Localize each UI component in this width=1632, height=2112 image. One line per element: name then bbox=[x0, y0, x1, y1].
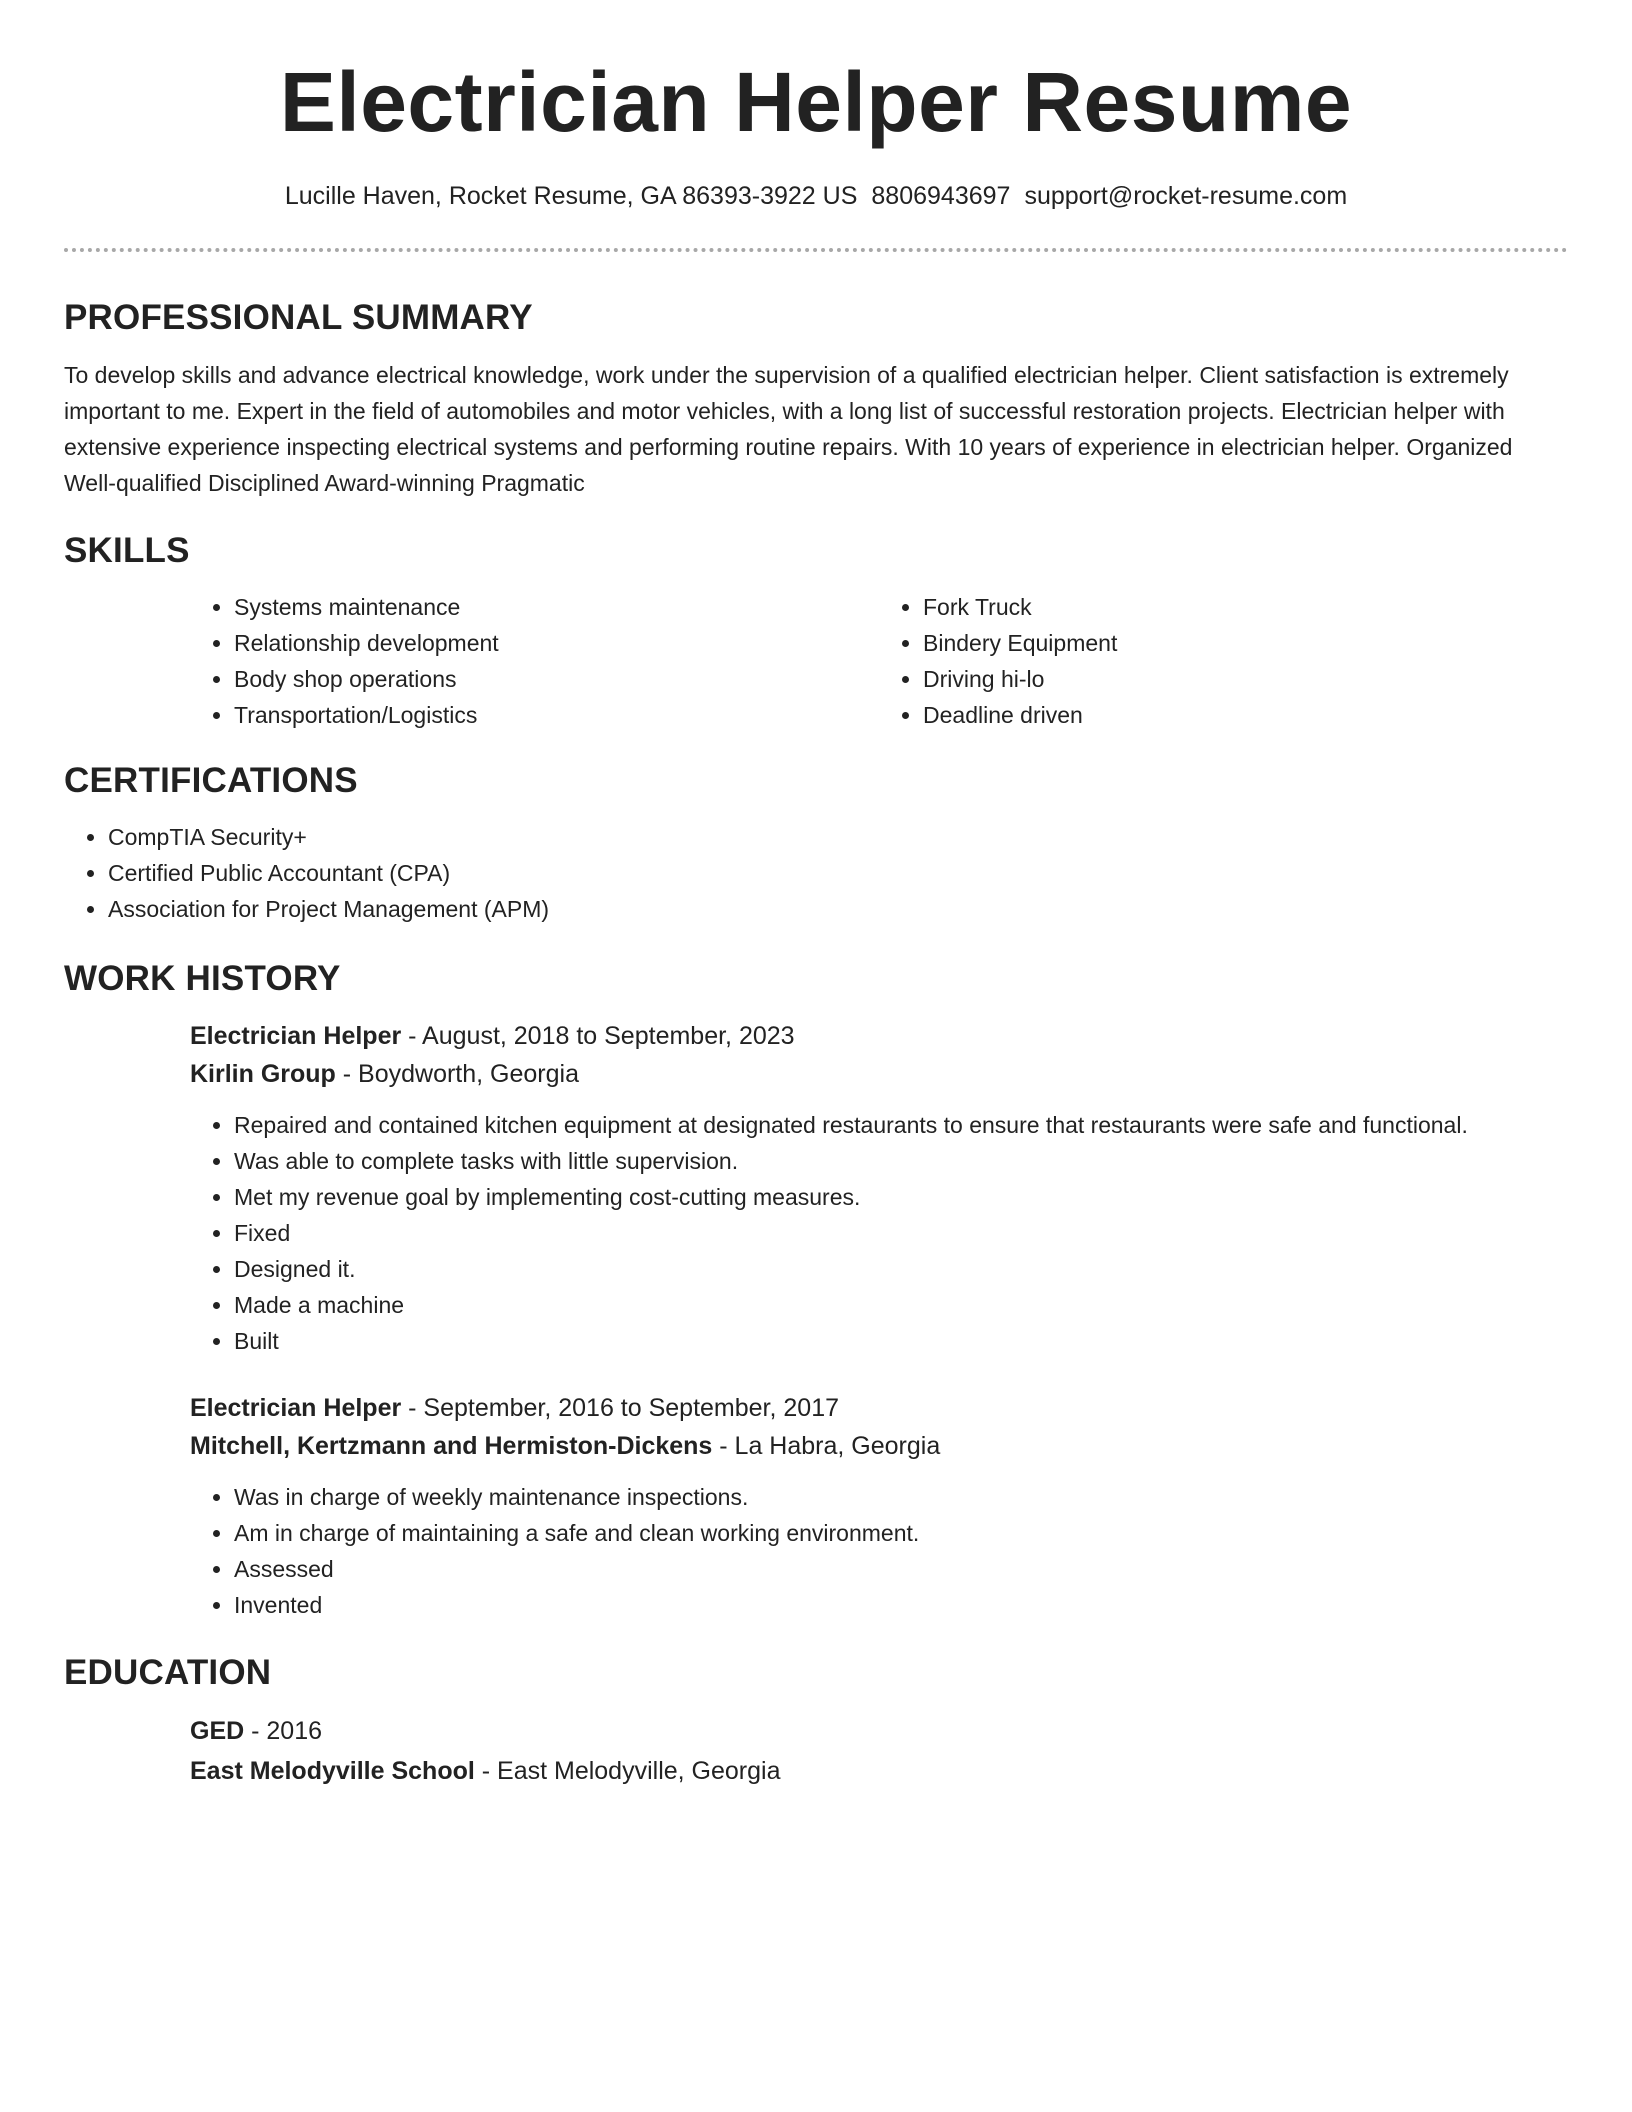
certification-item: • CompTIA Security+ bbox=[108, 819, 1568, 855]
job-duty-item: • Built bbox=[234, 1323, 1568, 1359]
certification-item: • Association for Project Management (APM) bbox=[108, 891, 1568, 927]
job-company: Mitchell, Kertzmann and Hermiston-Dickens bbox=[190, 1432, 713, 1460]
job-duty-item: • Made a machine bbox=[234, 1287, 1568, 1323]
summary-text: To develop skills and advance electrical knowledge, work under the supervision of a qualified electrician helper. Client satisfaction is extremely important to me. Expert in the field of automobiles and motor vehicles, with a long list of successful restoration projects. Electrician helper with extensive experience inspecting electrical systems and performing routine repairs. With 10 years of experience in electrician helper. Organized Well-qualified Disciplined Award-winning Pragmatic bbox=[64, 362, 1513, 496]
job-dates: - September, 2016 to September, 2017 bbox=[401, 1394, 840, 1422]
certifications-list bbox=[64, 819, 1568, 927]
job-duty-item: • Assessed bbox=[234, 1551, 1568, 1587]
job-location: - La Habra, Georgia bbox=[712, 1432, 941, 1460]
skill-item: • Fork Truck bbox=[923, 589, 1568, 625]
education-location: - East Melodyville, Georgia bbox=[474, 1757, 781, 1785]
job-duty-item: • Was able to complete tasks with little supervision. bbox=[234, 1143, 1568, 1179]
job-duties bbox=[190, 1479, 1568, 1623]
skill-item: • Relationship development bbox=[234, 625, 879, 661]
resume-page bbox=[64, 0, 1568, 1791]
job-company-line bbox=[190, 1427, 1568, 1465]
education-year: - 2016 bbox=[244, 1717, 323, 1745]
contact-line bbox=[64, 179, 1568, 213]
job-duty-item: • Was in charge of weekly maintenance inspections. bbox=[234, 1479, 1568, 1515]
header-divider bbox=[64, 248, 1568, 252]
education-degree: GED bbox=[190, 1717, 245, 1745]
contact-phone: 8806943697 bbox=[871, 182, 1011, 210]
skills-column-left bbox=[190, 589, 879, 733]
contact-email: support@rocket-resume.com bbox=[1024, 182, 1348, 210]
skill-item: • Systems maintenance bbox=[234, 589, 879, 625]
job-company-line bbox=[190, 1055, 1568, 1093]
certification-item: • Certified Public Accountant (CPA) bbox=[108, 855, 1568, 891]
job-duty-item: • Fixed bbox=[234, 1215, 1568, 1251]
job-company: Kirlin Group bbox=[190, 1060, 336, 1088]
resume-title: Electrician Helper Resume bbox=[279, 55, 1353, 149]
job-title-line bbox=[190, 1389, 1568, 1427]
skill-item: • Body shop operations bbox=[234, 661, 879, 697]
skills-list bbox=[190, 589, 1568, 733]
work-history-heading: WORK HISTORY bbox=[64, 959, 341, 998]
job-duty-item: • Met my revenue goal by implementing cost-cutting measures. bbox=[234, 1179, 1568, 1215]
education-heading: EDUCATION bbox=[64, 1653, 272, 1692]
job-duties bbox=[190, 1107, 1568, 1359]
job-title: Electrician Helper bbox=[190, 1394, 402, 1422]
education-entry bbox=[190, 1711, 1568, 1791]
skill-item: • Deadline driven bbox=[923, 697, 1568, 733]
education-school-line bbox=[190, 1751, 1568, 1791]
skill-item: • Bindery Equipment bbox=[923, 625, 1568, 661]
skill-item: • Transportation/Logistics bbox=[234, 697, 879, 733]
education-school: East Melodyville School bbox=[190, 1757, 475, 1785]
job-duty-item: • Am in charge of maintaining a safe and clean working environment. bbox=[234, 1515, 1568, 1551]
job-location: - Boydworth, Georgia bbox=[335, 1060, 579, 1088]
education-degree-line bbox=[190, 1711, 1568, 1751]
certifications-heading: CERTIFICATIONS bbox=[64, 761, 358, 800]
skills-column-right bbox=[879, 589, 1568, 733]
job-title: Electrician Helper bbox=[190, 1022, 402, 1050]
job-duty-item: • Repaired and contained kitchen equipment at designated restaurants to ensure that restaurants were safe and functional. bbox=[234, 1107, 1568, 1143]
job-duty-item: • Invented bbox=[234, 1587, 1568, 1623]
job-duty-item: • Designed it. bbox=[234, 1251, 1568, 1287]
summary-heading: PROFESSIONAL SUMMARY bbox=[64, 298, 533, 337]
job-entry bbox=[190, 1017, 1568, 1359]
skills-heading: SKILLS bbox=[64, 531, 190, 570]
job-dates: - August, 2018 to September, 2023 bbox=[401, 1022, 795, 1050]
job-entry bbox=[190, 1389, 1568, 1623]
job-title-line bbox=[190, 1017, 1568, 1055]
contact-address: Lucille Haven, Rocket Resume, GA 86393-3922 US bbox=[284, 182, 858, 210]
skill-item: • Driving hi-lo bbox=[923, 661, 1568, 697]
